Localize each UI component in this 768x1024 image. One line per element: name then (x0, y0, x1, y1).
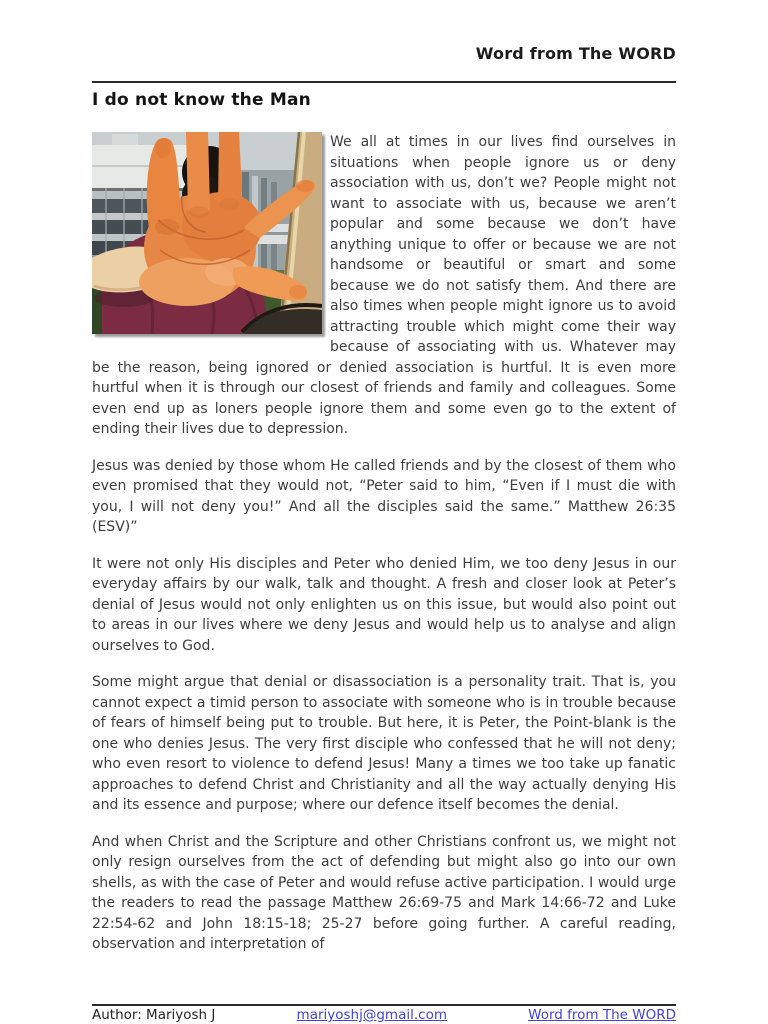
footer-divider (92, 1004, 676, 1006)
paragraph-personality-trait: Some might argue that denial or disassociation is a personality trait. That is, you cannot expect a timid person to associate with someone who is in trouble because of fears of himself being put to trouble. But here, it is Peter, the Point-blank is the one who denies Jesus. The very first disciple who confessed that he will not deny; who even resort to violence to defend Jesus! Many a times we too take up fanatic approaches to defend Christ and Christianity and all the way actually denying His and its essence and purpose; where our defence itself becomes the denial. (92, 674, 676, 813)
paragraph-we-too-deny: It were not only His disciples and Peter who denied Him, we too deny Jesus in our everyday affairs by our walk, talk and thought. A fresh and closer look at Peter’s denial of Jesus would not only enlighten us on this issue, but would also point out to areas in our lives where we deny Jesus and would help us to analyse and align ourselves to God. (92, 555, 676, 654)
paragraph-jesus-denied: Jesus was denied by those whom He called friends and by the closest of them who even promised that they would not, “Peter said to him, “Even if I must die with you, I will not deny you!” And all the disciples said the same.” Matthew 26:35 (ESV)” (92, 457, 676, 535)
footer-site-link[interactable]: Word from The WORD (528, 1007, 676, 1023)
page-footer (92, 1007, 676, 1023)
paragraph-confront-us: And when Christ and the Scripture and other Christians confront us, we might not only resign ourselves from the act of defending but might also go into our own shells, as with the case of Peter and would refuse active participation. I would urge the readers to read the passage Matthew 26:69-75 and Mark 14:66-72 and Luke 22:54-62 and John 18:15-18; 25-27 before going further. A careful reading, observation and interpretation of (92, 833, 676, 952)
stop-hand-photo-illustration (92, 132, 322, 334)
paragraph-intro: We all at times in our lives find ourselves in situations when people ignore us or deny association with us, don’t we? People might not want to associate with us, because we aren’t popular and some because we don’t have anything unique to offer or because we are not handsome or beautiful or smart and some because we do not satisfy them. And there are also times when people might ignore us to avoid attracting trouble which might come their way because of associating with us. Whatever may be the reason, being ignored or denied association is hurtful. It is even more hurtful when it is through our closest of friends and family and colleagues. Some even end up as loners people ignore them and some even go to the extent of ending their lives due to depression. (92, 134, 676, 437)
header-divider (92, 81, 676, 83)
footer-email-link[interactable]: mariyoshj@gmail.com (296, 1007, 447, 1023)
page-header-title: Word from The WORD (475, 44, 676, 63)
footer-author: Author: Mariyosh J (92, 1007, 216, 1023)
article-title: I do not know the Man (92, 90, 311, 110)
stop-hand-photo (92, 132, 322, 334)
article-body (92, 132, 676, 971)
